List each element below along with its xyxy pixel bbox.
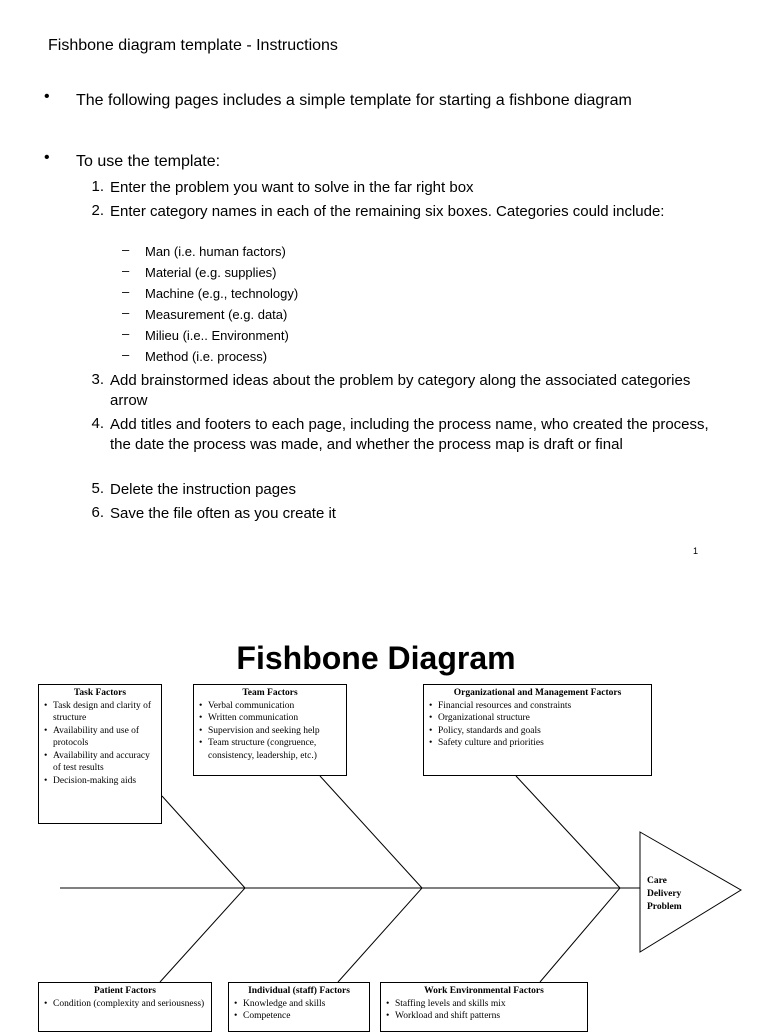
dash-marker: – [122,263,130,278]
step-number: 6. [91,504,104,521]
box-item: • Competence [243,1010,365,1023]
step-number: 2. [91,202,104,219]
box-item: • Team structure (congruence, consistency, leadership, etc.) [208,737,342,762]
box-item: • Safety culture and priorities [438,737,647,750]
box-item: • Supervision and seeking help [208,725,342,738]
step-text: Add brainstormed ideas about the problem by category along the associated categories arrow [110,372,691,409]
box-item: • Staffing levels and skills mix [395,998,583,1011]
box-title: Team Factors [242,688,298,698]
bone-individual [338,888,422,982]
bullet-use-text: To use the template: [76,153,221,170]
category-item: Milieu (i.e.. Environment) [145,328,289,343]
org-management-factors-box [423,684,652,776]
step-text: Add titles and footers to each page, including the process name, who created the process, the date the process was made, and whether the process map is draft or final [110,416,709,453]
box-title: Organizational and Management Factors [453,688,622,698]
instructions-title: Fishbone diagram template - Instructions [48,37,338,54]
step-number: 1. [91,178,104,195]
bullet-intro-text: The following pages includes a simple template for starting a fishbone diagram [76,92,632,109]
box-item: • Task design and clarity of structure [53,700,157,725]
category-item: Machine (e.g., technology) [145,286,299,301]
category-item: Measurement (e.g. data) [145,307,288,322]
patient-factors-box [38,982,212,1032]
box-title: Task Factors [73,688,127,698]
box-item: • Workload and shift patterns [395,1010,583,1023]
bullet-dot: • [44,149,50,166]
box-title: Work Environmental Factors [424,986,544,996]
category-item: Material (e.g. supplies) [145,265,277,280]
page-number: 1 [693,546,699,556]
bone-org [516,776,620,888]
bone-patient [160,888,245,982]
individual-staff-factors-box [228,982,370,1032]
box-item: • Decision-making aids [53,775,157,788]
box-item: • Financial resources and constraints [438,700,647,713]
bone-task [162,796,245,888]
box-item: • Knowledge and skills [243,998,365,1011]
dash-marker: – [122,326,130,341]
work-environmental-factors-box [380,982,588,1032]
step-number: 5. [91,480,104,497]
box-item: • Verbal communication [208,700,342,713]
box-item: • Organizational structure [438,712,647,725]
task-factors-box [38,684,162,824]
step-text: Enter category names in each of the remaining six boxes. Categories could include: [110,203,665,220]
box-title: Individual (staff) Factors [248,986,350,996]
problem-label-line: Care [647,876,667,886]
step-text: Delete the instruction pages [110,481,296,498]
problem-label-line: Delivery [647,889,682,899]
bone-team [320,776,422,888]
dash-marker: – [122,242,130,257]
diagram-title: Fishbone Diagram [236,640,516,676]
problem-label-line: Problem [647,902,682,912]
box-item: • Availability and use of protocols [53,725,157,750]
step-text: Save the file often as you create it [110,505,336,522]
problem-label [647,875,682,914]
dash-marker: – [122,305,130,320]
category-item: Method (i.e. process) [145,349,268,364]
step-text: Enter the problem you want to solve in the far right box [110,179,474,196]
box-item: • Written communication [208,712,342,725]
dash-marker: – [122,284,130,299]
step-number: 4. [91,415,104,432]
dash-marker: – [122,347,130,362]
bone-work [540,888,620,982]
box-item: • Condition (complexity and seriousness) [53,998,207,1011]
bullet-dot: • [44,88,50,105]
box-item: • Policy, standards and goals [438,725,647,738]
box-title: Patient Factors [94,986,156,996]
category-item: Man (i.e. human factors) [145,244,286,259]
step-number: 3. [91,371,104,388]
team-factors-box [193,684,347,776]
box-item: • Availability and accuracy of test results [53,750,157,775]
